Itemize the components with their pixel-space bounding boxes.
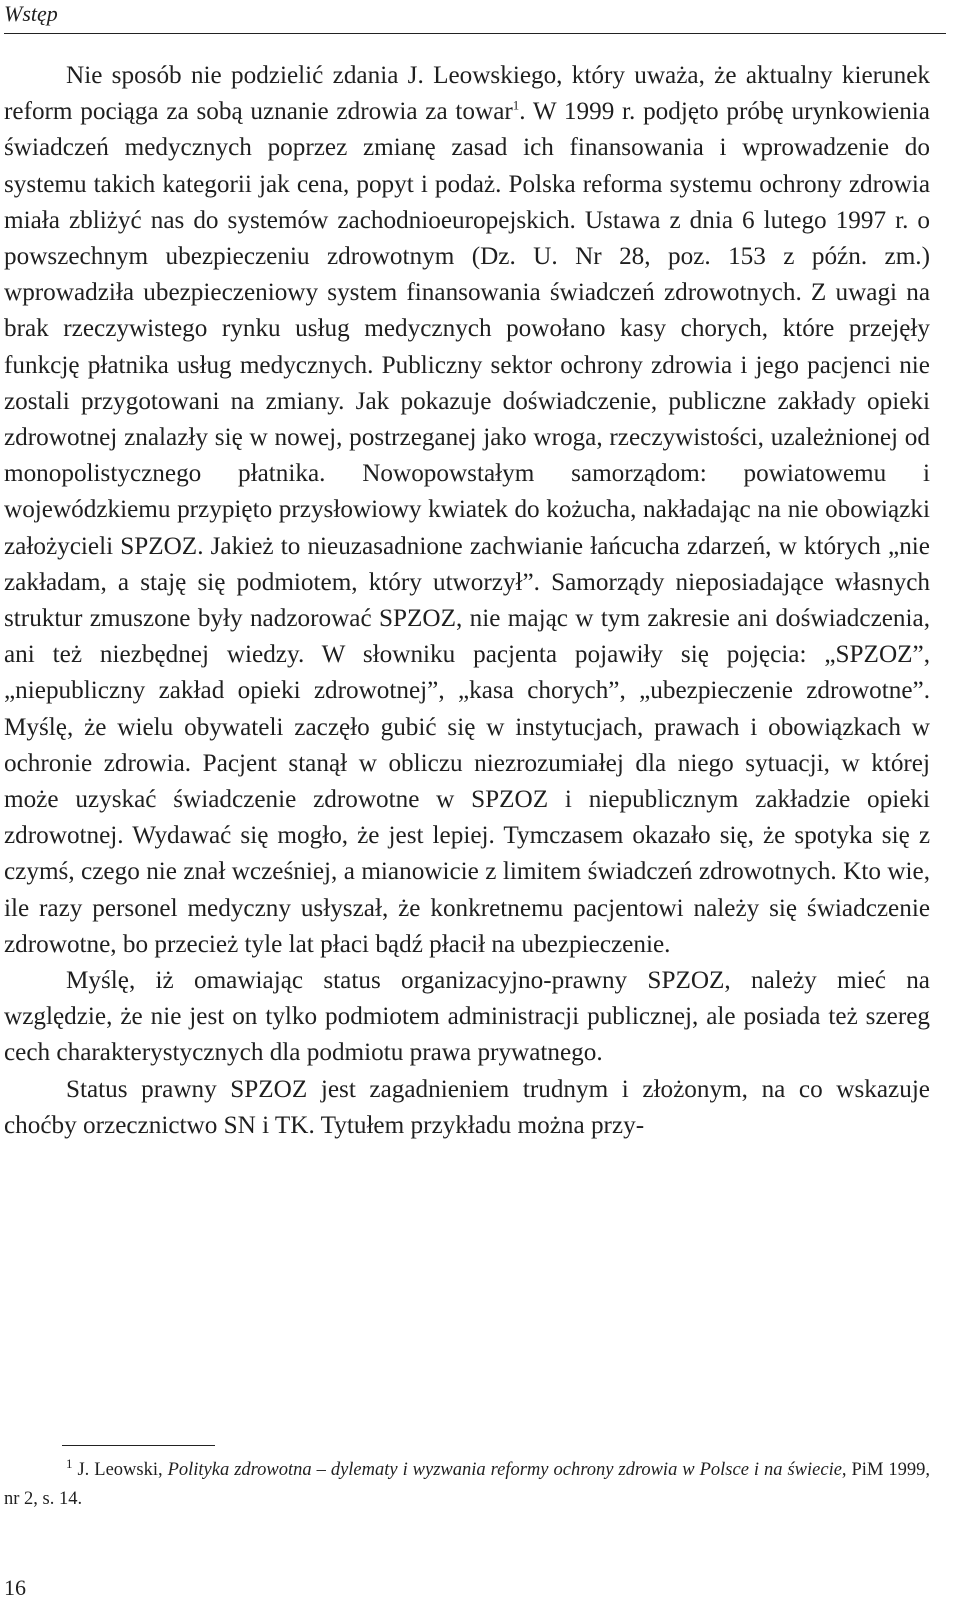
footnote-reference[interactable]: 1: [512, 97, 520, 113]
footnote: [4, 1456, 930, 1514]
main-text: [4, 58, 930, 1144]
page-number: 16: [4, 1575, 26, 1600]
footnote-author: J. Leowski,: [72, 1460, 168, 1480]
paragraph-1: [4, 58, 930, 963]
footnote-rule: [62, 1445, 215, 1446]
paragraph-3: Status prawny SPZOZ jest zagadnieniem trudnym i złożonym, na co wskazuje choćby orzecznictwo SN i TK. Tytułem przykładu można przy-: [4, 1075, 930, 1139]
running-header: Wstęp: [4, 1, 58, 26]
footnote-title: Polityka zdrowotna – dylematy i wyzwania reformy ochrony zdrowia w Polsce i na świecie: [167, 1460, 842, 1480]
header-rule: [4, 33, 946, 34]
footnote-rest: , PiM 1999, nr 2, s. 14.: [4, 1460, 930, 1509]
paragraph-2: Myślę, iż omawiając status organizacyjno-prawny SPZOZ, należy mieć na względzie, że nie jest on tylko podmiotem administracji publicznej, ale posiada też szereg cech charakterystycznych dla podmiotu prawa prywatnego.: [4, 967, 930, 1067]
paragraph-1-text-a: Nie sposób nie podzielić zdania J. Leowskiego, który uważa, że aktualny kierunek reform pociąga za sobą uznanie zdrowia za towar: [4, 62, 930, 126]
footnote-number: 1: [66, 1455, 73, 1471]
paragraph-1-text-b: . W 1999 r. podjęto próbę urynkowienia świadczeń medycznych poprzez zmianę zasad ich finansowania i wprowadzenie do systemu takich kategorii jak cena, popyt i podaż. Polska reforma systemu ochrony zdrowia miała zbliżyć nas do systemów zachodnioeuropejskich. Ustawa z dnia 6 lutego 1997 r. o powszechnym ubezpieczeniu zdrowotnym (Dz. U. Nr 28, poz. 153 z późn. zm.) wprowadziła ubezpieczeniowy system finansowania świadczeń zdrowotnych. Z uwagi na brak rzeczywistego rynku usług medycznych powołano kasy chorych, które przejęły funkcję płatnika usług medycznych. Publiczny sektor ochrony zdrowia i jego pacjenci nie zostali przygotowani na zmiany. Jak pokazuje doświadczenie, publiczne zakłady opieki zdrowotnej znalazły się w nowej, postrzeganej jako wroga, rzeczywistości, uzależnionej od monopolistycznego płatnika. Nowopowstałym samorządom: powiatowemu i wojewódzkiemu przypięto przysłowiowy kwiatek do kożucha, nakładając na nie obowiązki założycieli SPZOZ. Jakież to nieuzasadnione zachwianie łańcucha zdarzeń, w których „nie zakładam, a staję się podmiotem, który utworzył”. Samorządy nieposiadające własnych struktur zmuszone były nadzorować SPZOZ, nie mając w tym zakresie ani doświadczenia, ani też niezbędnej wiedzy. W słowniku pacjenta pojawiły się pojęcia: „SPZOZ”, „niepubliczny zakład opieki zdrowotnej”, „kasa chorych”, „ubezpieczenie zdrowotne”. Myślę, że wielu obywateli zaczęło gubić się w instytucjach, prawach i obowiązkach w ochronie zdrowia. Pacjent stanął w obliczu niezrozumiałej dla niego sytuacji, w której może uzyskać świadczenie zdrowotne w SPZOZ i niepublicznym zakładzie opieki zdrowotnej. Wydawać się mogło, że jest lepiej. Tymczasem okazało się, że spotyka się z czymś, czego nie znał wcześniej, a mianowicie z limitem świadczeń zdrowotnych. Kto wie, ile razy personel medyczny usłyszał, że konkretnemu pacjentowi należy się świadczenie zdrowotne, bo przecież tyle lat płaci bądź płacił na ubezpieczenie.: [4, 98, 930, 958]
